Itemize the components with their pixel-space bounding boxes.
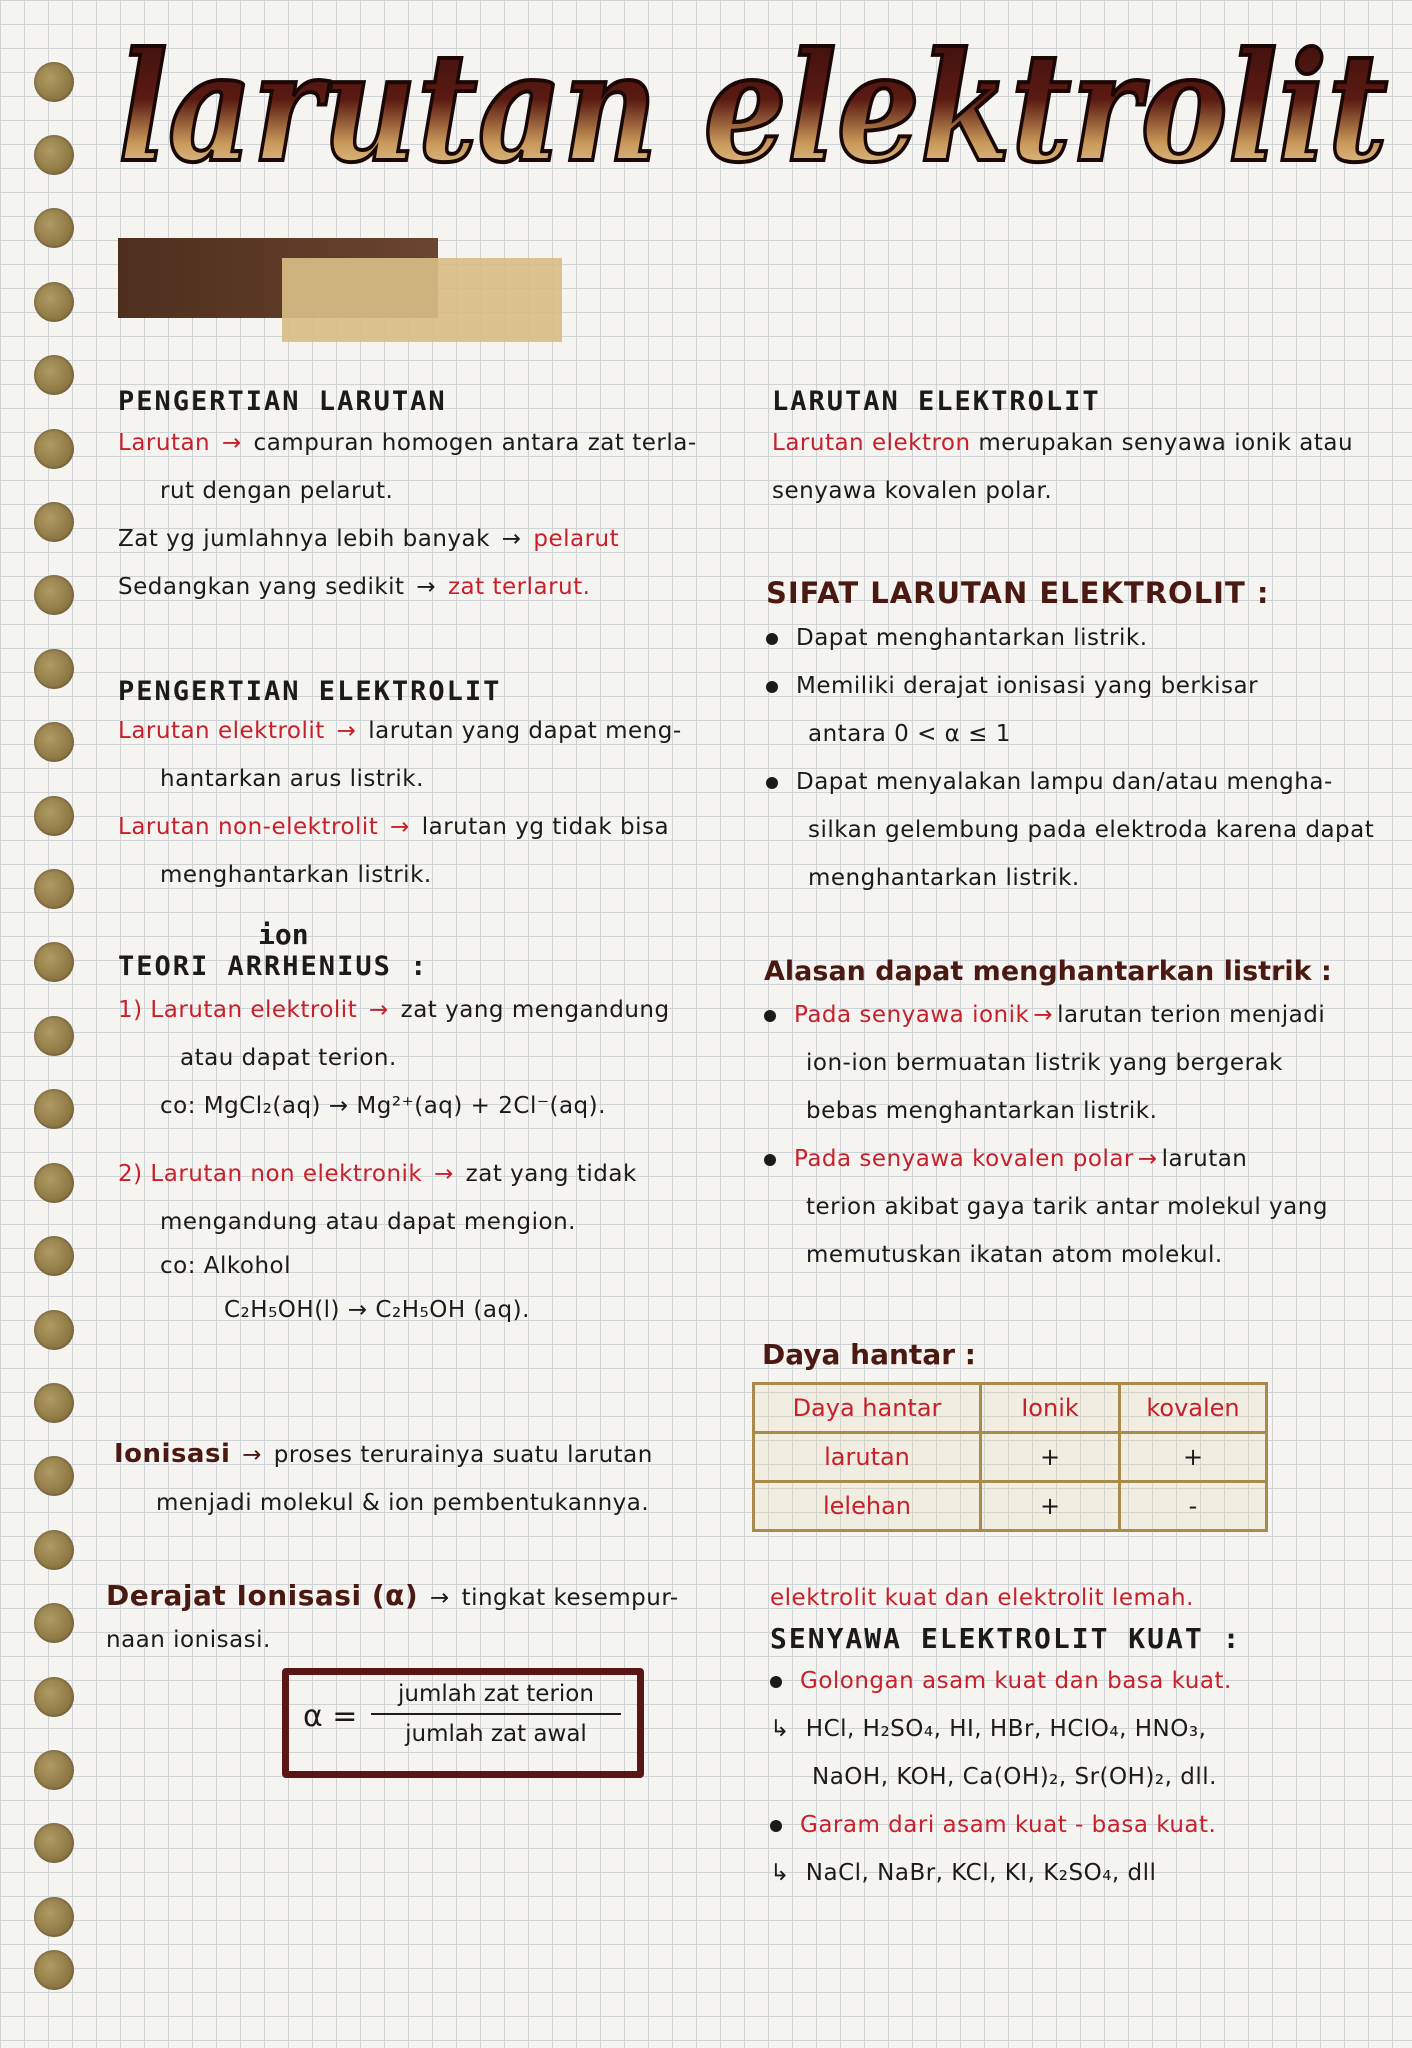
section-heading: Daya hantar :	[762, 1338, 976, 1371]
arrow-icon: →	[221, 430, 242, 456]
binder-hole	[34, 796, 74, 836]
binder-hole	[34, 1530, 74, 1570]
binder-hole	[34, 1163, 74, 1203]
section-pengertian-larutan	[118, 386, 697, 611]
term: zat terlarut.	[447, 574, 591, 600]
intro-text: elektrolit kuat dan elektrolit lemah.	[770, 1585, 1194, 1611]
equation: co: MgCl₂(aq) → Mg²⁺(aq) + 2Cl⁻(aq).	[160, 1093, 606, 1119]
definition-text: atau dapat terion.	[180, 1045, 397, 1071]
equation: C₂H₅OH(l) → C₂H₅OH (aq).	[224, 1297, 530, 1323]
return-arrow-icon: ↳	[770, 1860, 790, 1886]
definition-text: Zat yg jumlahnya lebih banyak	[118, 526, 490, 552]
bullet-icon	[764, 1154, 776, 1166]
bullet-icon	[770, 1676, 782, 1688]
table-header-cell: Ionik	[981, 1384, 1120, 1433]
section-sifat-larutan-elektrolit	[766, 576, 1374, 902]
binder-hole	[34, 1016, 74, 1056]
bullet-icon	[766, 681, 778, 693]
binder-hole	[34, 208, 74, 248]
definition-text: naan ionisasi.	[106, 1627, 271, 1653]
alpha-formula-box	[282, 1668, 644, 1778]
bullet-text: Memiliki derajat ionisasi yang berkisar	[796, 673, 1259, 699]
section-heading: PENGERTIAN LARUTAN	[118, 386, 447, 417]
table-row	[754, 1433, 1267, 1482]
definition-text: proses terurainya suatu larutan	[273, 1442, 653, 1468]
arrow-icon: →	[390, 814, 410, 840]
term: Larutan non-elektrolit	[118, 814, 379, 840]
term: Pada senyawa ionik	[794, 1002, 1030, 1028]
bullet-icon	[764, 1010, 776, 1022]
bullet-text: antara 0 < α ≤ 1	[808, 721, 1011, 747]
arrow-icon: →	[369, 997, 389, 1023]
table-cell: lelehan	[754, 1482, 981, 1531]
definition-text: larutan yg tidak bisa	[421, 814, 670, 840]
list-number: 1)	[118, 997, 143, 1023]
bullet-text: Garam dari asam kuat - basa kuat.	[800, 1812, 1217, 1838]
definition-text: tingkat kesempur-	[461, 1585, 679, 1611]
arrow-icon: →	[336, 718, 357, 744]
binder-hole	[34, 1603, 74, 1643]
section-heading: LARUTAN ELEKTROLIT	[772, 386, 1101, 417]
bullet-icon	[766, 777, 778, 789]
binder-hole	[34, 869, 74, 909]
term: Larutan	[118, 430, 211, 456]
term: pelarut	[533, 526, 620, 552]
section-heading: SENYAWA ELEKTROLIT KUAT :	[770, 1622, 1242, 1655]
definition-text: merupakan senyawa ionik atau	[978, 430, 1354, 456]
arrow-icon: →	[416, 574, 437, 600]
compound-list: NaOH, KOH, Ca(OH)₂, Sr(OH)₂, dll.	[812, 1764, 1217, 1790]
table-cell: larutan	[754, 1433, 981, 1482]
binder-hole	[34, 1236, 74, 1276]
list-number: 2)	[118, 1161, 143, 1187]
binder-hole	[34, 282, 74, 322]
term: Larutan non elektronik	[150, 1161, 423, 1187]
arrow-icon: →	[242, 1442, 262, 1468]
bullet-text: terion akibat gaya tarik antar molekul yang	[806, 1194, 1328, 1220]
bullet-text: ion-ion bermuatan listrik yang bergerak	[806, 1050, 1283, 1076]
bullet-text: silkan gelembung pada elektroda karena dapat	[808, 817, 1375, 843]
definition-text: larutan yang dapat meng-	[368, 718, 682, 744]
term: Larutan elektron	[772, 430, 971, 456]
binder-hole	[34, 355, 74, 395]
arrow-icon: →	[501, 526, 522, 552]
binder-hole	[34, 502, 74, 542]
section-elektrolit-kuat	[770, 1574, 1241, 1897]
table-header-cell: Daya hantar	[754, 1384, 981, 1433]
section-alasan	[764, 956, 1332, 1279]
definition-text: menghantarkan listrik.	[160, 862, 432, 888]
section-heading: SIFAT LARUTAN ELEKTROLIT :	[766, 576, 1270, 610]
definition-text: senyawa kovalen polar.	[772, 478, 1053, 504]
binder-hole	[34, 135, 74, 175]
arrow-icon: →	[1033, 1002, 1054, 1028]
term: Larutan elektrolit	[150, 997, 358, 1023]
section-ionisasi	[114, 1430, 653, 1527]
section-heading: TEORI ARRHENIUS :	[118, 951, 429, 982]
table-cell: +	[981, 1433, 1120, 1482]
arrow-icon: →	[1137, 1146, 1158, 1172]
table-cell: +	[1120, 1433, 1267, 1482]
binder-hole	[34, 1750, 74, 1790]
binder-hole	[34, 649, 74, 689]
bullet-text: Dapat menyalakan lampu dan/atau mengha-	[796, 769, 1333, 795]
section-heading: Alasan dapat menghantarkan listrik :	[764, 956, 1332, 987]
definition-text: campuran homogen antara zat terla-	[253, 430, 697, 456]
compound-list: HCl, H₂SO₄, HI, HBr, HClO₄, HNO₃,	[805, 1716, 1207, 1742]
section-teori-arrhenius	[118, 918, 670, 1334]
binder-hole	[34, 1310, 74, 1350]
table-row	[754, 1482, 1267, 1531]
table-header-cell: kovalen	[1120, 1384, 1267, 1433]
binder-hole	[34, 1823, 74, 1863]
ion-note: ion	[258, 918, 309, 951]
term: Pada senyawa kovalen polar	[794, 1146, 1134, 1172]
bullet-icon	[766, 633, 778, 645]
denominator: jumlah zat awal	[405, 1721, 587, 1747]
definition-text: hantarkan arus listrik.	[160, 766, 424, 792]
fraction	[371, 1681, 621, 1747]
daya-hantar-table	[752, 1382, 1268, 1532]
binder-hole	[34, 722, 74, 762]
bullet-text: Dapat menghantarkan listrik.	[796, 625, 1148, 651]
binder-hole	[34, 1950, 74, 1990]
bullet-text: larutan	[1161, 1146, 1248, 1172]
bullet-text: menghantarkan listrik.	[808, 865, 1080, 891]
page-title-text: larutan elektrolit	[118, 20, 1388, 196]
definition-text: zat yang mengandung	[400, 997, 670, 1023]
binder-hole	[34, 429, 74, 469]
return-arrow-icon: ↳	[770, 1716, 790, 1742]
term: Derajat Ionisasi (α)	[106, 1579, 419, 1612]
compound-list: NaCl, NaBr, KCl, KI, K₂SO₄, dll	[805, 1860, 1157, 1886]
definition-text: rut dengan pelarut.	[160, 478, 394, 504]
term: Larutan elektrolit	[118, 718, 325, 744]
section-derajat-ionisasi	[106, 1572, 679, 1658]
alpha-symbol: α =	[303, 1699, 358, 1734]
section-heading: PENGERTIAN ELEKTROLIT	[118, 676, 502, 707]
bullet-text: memutuskan ikatan atom molekul.	[806, 1242, 1223, 1268]
binder-hole	[34, 1456, 74, 1496]
numerator: jumlah zat terion	[371, 1681, 621, 1715]
binder-hole	[34, 62, 74, 102]
term: Ionisasi	[114, 1439, 231, 1469]
table-header-row	[754, 1384, 1267, 1433]
binder-hole	[34, 1089, 74, 1129]
bullet-icon	[770, 1820, 782, 1832]
arrow-icon: →	[434, 1161, 454, 1187]
binder-hole	[34, 942, 74, 982]
color-swatch-light	[282, 258, 562, 342]
page-title	[110, 10, 1400, 240]
definition-text: menjadi molekul & ion pembentukannya.	[156, 1490, 650, 1516]
bullet-text: bebas menghantarkan listrik.	[806, 1098, 1158, 1124]
binder-hole	[34, 575, 74, 615]
example-label: co: Alkohol	[160, 1253, 292, 1279]
section-larutan-elektrolit	[772, 386, 1353, 515]
bullet-text: Golongan asam kuat dan basa kuat.	[800, 1668, 1232, 1694]
binder-hole	[34, 1897, 74, 1937]
bullet-text: larutan terion menjadi	[1057, 1002, 1326, 1028]
table-cell: -	[1120, 1482, 1267, 1531]
binder-hole	[34, 1677, 74, 1717]
section-pengertian-elektrolit	[118, 676, 682, 899]
binder-holes	[0, 0, 90, 2048]
arrow-icon: →	[429, 1585, 450, 1611]
binder-hole	[34, 1383, 74, 1423]
definition-text: mengandung atau dapat mengion.	[160, 1209, 576, 1235]
definition-text: Sedangkan yang sedikit	[118, 574, 405, 600]
table-cell: +	[981, 1482, 1120, 1531]
definition-text: zat yang tidak	[465, 1161, 637, 1187]
